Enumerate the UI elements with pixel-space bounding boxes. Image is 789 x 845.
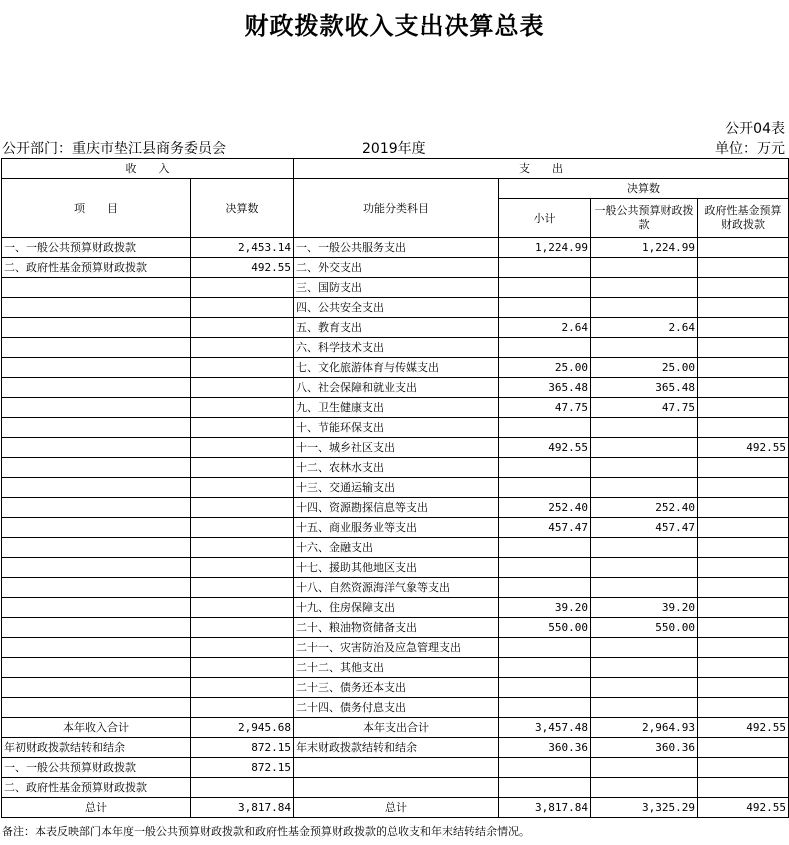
gov-fund-cell bbox=[698, 538, 789, 558]
table-row bbox=[2, 518, 789, 538]
income-amount-cell bbox=[191, 558, 294, 578]
subtotal-cell bbox=[499, 578, 591, 598]
gov-fund-cell bbox=[698, 418, 789, 438]
subtotal-cell bbox=[499, 478, 591, 498]
expense-header: 支 出 bbox=[294, 159, 789, 179]
gov-fund-cell bbox=[698, 498, 789, 518]
table-row bbox=[2, 338, 789, 358]
table-row bbox=[2, 238, 789, 258]
table-row bbox=[2, 318, 789, 338]
income-amount-cell: 872.15 bbox=[191, 738, 294, 758]
subtotal-cell bbox=[499, 418, 591, 438]
header-row-2 bbox=[2, 179, 789, 199]
footnote: 备注：本表反映部门本年度一般公共预算财政拨款和政府性基金预算财政拨款的总收支和年末结转结余情况。 bbox=[2, 825, 530, 838]
income-amount-cell bbox=[191, 658, 294, 678]
subtotal-cell bbox=[499, 558, 591, 578]
income-item-cell bbox=[2, 598, 191, 618]
gov-fund-cell bbox=[698, 658, 789, 678]
gov-fund-cell bbox=[698, 758, 789, 778]
income-item-cell: 一、一般公共预算财政拨款 bbox=[2, 758, 191, 778]
func-subject-header: 功能分类科目 bbox=[294, 179, 499, 238]
income-amount-cell bbox=[191, 338, 294, 358]
subtotal-cell: 550.00 bbox=[499, 618, 591, 638]
carry-row bbox=[2, 738, 789, 758]
income-item-cell bbox=[2, 538, 191, 558]
general-budget-cell bbox=[591, 658, 698, 678]
subtotal-cell bbox=[499, 698, 591, 718]
income-amount-cell bbox=[191, 418, 294, 438]
general-budget-cell bbox=[591, 278, 698, 298]
expense-item-cell: 三、国防支出 bbox=[294, 278, 499, 298]
general-budget-cell bbox=[591, 678, 698, 698]
income-item-cell bbox=[2, 618, 191, 638]
income-amount-cell bbox=[191, 698, 294, 718]
gov-fund-cell bbox=[698, 578, 789, 598]
income-item-cell bbox=[2, 278, 191, 298]
table-row bbox=[2, 418, 789, 438]
table-row bbox=[2, 498, 789, 518]
gov-fund-cell bbox=[698, 618, 789, 638]
subtotal-cell: 39.20 bbox=[499, 598, 591, 618]
expense-item-cell: 十、节能环保支出 bbox=[294, 418, 499, 438]
gov-fund-header: 政府性基金预算财政拨款 bbox=[698, 199, 789, 238]
general-budget-cell bbox=[591, 698, 698, 718]
general-budget-cell bbox=[591, 338, 698, 358]
table-row bbox=[2, 378, 789, 398]
carry-row bbox=[2, 778, 789, 798]
income-amount-cell bbox=[191, 778, 294, 798]
income-item-cell bbox=[2, 518, 191, 538]
income-item-cell: 二、政府性基金预算财政拨款 bbox=[2, 258, 191, 278]
income-item-cell bbox=[2, 318, 191, 338]
general-budget-cell bbox=[591, 438, 698, 458]
subtotal-cell: 1,224.99 bbox=[499, 238, 591, 258]
general-budget-cell: 360.36 bbox=[591, 738, 698, 758]
subtotal-cell: 360.36 bbox=[499, 738, 591, 758]
expense-item-cell: 二十三、债务还本支出 bbox=[294, 678, 499, 698]
gov-fund-cell bbox=[698, 358, 789, 378]
general-budget-header: 一般公共预算财政拨款 bbox=[591, 199, 698, 238]
gov-fund-cell bbox=[698, 778, 789, 798]
expense-item-cell: 一、一般公共服务支出 bbox=[294, 238, 499, 258]
general-budget-cell: 47.75 bbox=[591, 398, 698, 418]
table-row bbox=[2, 298, 789, 318]
income-amount-cell bbox=[191, 518, 294, 538]
grand-expense-label: 总计 bbox=[294, 798, 499, 818]
expense-item-cell: 二十四、债务付息支出 bbox=[294, 698, 499, 718]
table-row bbox=[2, 558, 789, 578]
expense-item-cell: 五、教育支出 bbox=[294, 318, 499, 338]
grand-expense-subtotal: 3,817.84 bbox=[499, 798, 591, 818]
grand-total-row bbox=[2, 798, 789, 818]
income-item-cell: 年初财政拨款结转和结余 bbox=[2, 738, 191, 758]
general-budget-cell bbox=[591, 778, 698, 798]
income-amount-cell bbox=[191, 398, 294, 418]
gov-fund-cell bbox=[698, 698, 789, 718]
table-row bbox=[2, 278, 789, 298]
final-header: 决算数 bbox=[499, 179, 789, 199]
general-budget-cell bbox=[591, 298, 698, 318]
subtotal-cell bbox=[499, 338, 591, 358]
gov-fund-cell bbox=[698, 458, 789, 478]
expense-item-cell: 二、外交支出 bbox=[294, 258, 499, 278]
header-row-1 bbox=[2, 159, 789, 179]
gov-fund-cell bbox=[698, 638, 789, 658]
general-budget-cell: 252.40 bbox=[591, 498, 698, 518]
expense-item-cell: 十九、住房保障支出 bbox=[294, 598, 499, 618]
table-row bbox=[2, 578, 789, 598]
table-row bbox=[2, 398, 789, 418]
income-amount-cell: 2,453.14 bbox=[191, 238, 294, 258]
item-header: 项 目 bbox=[2, 179, 191, 238]
subtotal-cell bbox=[499, 538, 591, 558]
subtotal-cell: 365.48 bbox=[499, 378, 591, 398]
table-row bbox=[2, 638, 789, 658]
income-item-cell bbox=[2, 498, 191, 518]
gov-fund-cell bbox=[698, 518, 789, 538]
table-row bbox=[2, 658, 789, 678]
income-item-cell bbox=[2, 638, 191, 658]
table-row bbox=[2, 598, 789, 618]
subtotal-cell bbox=[499, 778, 591, 798]
income-amount-cell: 492.55 bbox=[191, 258, 294, 278]
grand-income-label: 总计 bbox=[2, 798, 191, 818]
year-income-total-label: 本年收入合计 bbox=[2, 718, 191, 738]
expense-item-cell: 二十二、其他支出 bbox=[294, 658, 499, 678]
income-amount-cell bbox=[191, 438, 294, 458]
general-budget-cell bbox=[591, 638, 698, 658]
expense-item-cell: 六、科学技术支出 bbox=[294, 338, 499, 358]
income-item-cell bbox=[2, 558, 191, 578]
income-item-cell bbox=[2, 658, 191, 678]
expense-item-cell bbox=[294, 758, 499, 778]
income-amount-cell bbox=[191, 458, 294, 478]
income-item-cell bbox=[2, 338, 191, 358]
income-item-cell bbox=[2, 438, 191, 458]
expense-item-cell: 十四、资源勘探信息等支出 bbox=[294, 498, 499, 518]
year-expense-subtotal: 3,457.48 bbox=[499, 718, 591, 738]
income-item-cell: 一、一般公共预算财政拨款 bbox=[2, 238, 191, 258]
year-label: 2019年度 bbox=[362, 141, 426, 157]
expense-item-cell: 八、社会保障和就业支出 bbox=[294, 378, 499, 398]
subtotal-cell: 2.64 bbox=[499, 318, 591, 338]
income-amount-cell: 872.15 bbox=[191, 758, 294, 778]
expense-item-cell: 九、卫生健康支出 bbox=[294, 398, 499, 418]
general-budget-cell: 1,224.99 bbox=[591, 238, 698, 258]
expense-item-cell bbox=[294, 778, 499, 798]
amount-header: 决算数 bbox=[191, 179, 294, 238]
gov-fund-cell bbox=[698, 338, 789, 358]
year-expense-general: 2,964.93 bbox=[591, 718, 698, 738]
income-amount-cell bbox=[191, 498, 294, 518]
form-number: 公开04表 bbox=[725, 121, 785, 137]
expense-item-cell: 七、文化旅游体育与传媒支出 bbox=[294, 358, 499, 378]
table-row bbox=[2, 458, 789, 478]
grand-expense-general: 3,325.29 bbox=[591, 798, 698, 818]
table-row bbox=[2, 358, 789, 378]
general-budget-cell bbox=[591, 538, 698, 558]
income-item-cell bbox=[2, 698, 191, 718]
income-amount-cell bbox=[191, 478, 294, 498]
gov-fund-cell bbox=[698, 318, 789, 338]
gov-fund-cell bbox=[698, 278, 789, 298]
general-budget-cell: 39.20 bbox=[591, 598, 698, 618]
general-budget-cell: 2.64 bbox=[591, 318, 698, 338]
subtotal-cell bbox=[499, 758, 591, 778]
subtotal-cell: 492.55 bbox=[499, 438, 591, 458]
subtotal-cell bbox=[499, 678, 591, 698]
income-item-cell bbox=[2, 298, 191, 318]
income-item-cell bbox=[2, 478, 191, 498]
income-item-cell bbox=[2, 578, 191, 598]
expense-item-cell: 年末财政拨款结转和结余 bbox=[294, 738, 499, 758]
gov-fund-cell: 492.55 bbox=[698, 438, 789, 458]
income-amount-cell bbox=[191, 298, 294, 318]
income-item-cell bbox=[2, 378, 191, 398]
expense-item-cell: 十一、城乡社区支出 bbox=[294, 438, 499, 458]
carry-row bbox=[2, 758, 789, 778]
year-income-total-amount: 2,945.68 bbox=[191, 718, 294, 738]
income-amount-cell bbox=[191, 538, 294, 558]
income-amount-cell bbox=[191, 598, 294, 618]
year-total-row bbox=[2, 718, 789, 738]
page-title: 财政拨款收入支出决算总表 bbox=[244, 12, 545, 40]
gov-fund-cell bbox=[698, 558, 789, 578]
subtotal-cell: 47.75 bbox=[499, 398, 591, 418]
income-item-cell bbox=[2, 398, 191, 418]
general-budget-cell: 457.47 bbox=[591, 518, 698, 538]
gov-fund-cell bbox=[698, 598, 789, 618]
table-row bbox=[2, 678, 789, 698]
department-label: 公开部门：重庆市垫江县商务委员会 bbox=[2, 141, 226, 157]
income-header: 收 入 bbox=[2, 159, 294, 179]
income-amount-cell bbox=[191, 278, 294, 298]
expense-item-cell: 十七、援助其他地区支出 bbox=[294, 558, 499, 578]
expense-item-cell: 十五、商业服务业等支出 bbox=[294, 518, 499, 538]
subtotal-cell bbox=[499, 458, 591, 478]
gov-fund-cell bbox=[698, 298, 789, 318]
table-row bbox=[2, 538, 789, 558]
income-amount-cell bbox=[191, 618, 294, 638]
gov-fund-cell bbox=[698, 378, 789, 398]
income-amount-cell bbox=[191, 638, 294, 658]
gov-fund-cell bbox=[698, 678, 789, 698]
subtotal-cell bbox=[499, 278, 591, 298]
grand-income-amount: 3,817.84 bbox=[191, 798, 294, 818]
expense-item-cell: 十二、农林水支出 bbox=[294, 458, 499, 478]
general-budget-cell bbox=[591, 478, 698, 498]
grand-expense-fund: 492.55 bbox=[698, 798, 789, 818]
subtotal-cell: 25.00 bbox=[499, 358, 591, 378]
gov-fund-cell bbox=[698, 398, 789, 418]
income-amount-cell bbox=[191, 678, 294, 698]
table-row bbox=[2, 258, 789, 278]
gov-fund-cell bbox=[698, 738, 789, 758]
expense-item-cell: 二十、粮油物资储备支出 bbox=[294, 618, 499, 638]
unit-label: 单位：万元 bbox=[715, 141, 785, 157]
general-budget-cell: 25.00 bbox=[591, 358, 698, 378]
income-item-cell bbox=[2, 418, 191, 438]
income-amount-cell bbox=[191, 358, 294, 378]
expense-item-cell: 十六、金融支出 bbox=[294, 538, 499, 558]
expense-item-cell: 十八、自然资源海洋气象等支出 bbox=[294, 578, 499, 598]
general-budget-cell bbox=[591, 758, 698, 778]
general-budget-cell bbox=[591, 418, 698, 438]
income-item-cell: 二、政府性基金预算财政拨款 bbox=[2, 778, 191, 798]
income-amount-cell bbox=[191, 578, 294, 598]
budget-table bbox=[1, 158, 789, 818]
table-row bbox=[2, 618, 789, 638]
income-amount-cell bbox=[191, 318, 294, 338]
income-item-cell bbox=[2, 678, 191, 698]
year-expense-total-label: 本年支出合计 bbox=[294, 718, 499, 738]
expense-item-cell: 二十一、灾害防治及应急管理支出 bbox=[294, 638, 499, 658]
table-row bbox=[2, 478, 789, 498]
gov-fund-cell bbox=[698, 258, 789, 278]
income-item-cell bbox=[2, 458, 191, 478]
general-budget-cell: 550.00 bbox=[591, 618, 698, 638]
subtotal-cell bbox=[499, 258, 591, 278]
general-budget-cell bbox=[591, 258, 698, 278]
subtotal-cell bbox=[499, 298, 591, 318]
income-item-cell bbox=[2, 358, 191, 378]
gov-fund-cell bbox=[698, 238, 789, 258]
expense-item-cell: 十三、交通运输支出 bbox=[294, 478, 499, 498]
general-budget-cell bbox=[591, 458, 698, 478]
table-row bbox=[2, 698, 789, 718]
subtotal-cell bbox=[499, 638, 591, 658]
subtotal-header: 小计 bbox=[499, 199, 591, 238]
subtotal-cell bbox=[499, 658, 591, 678]
year-expense-fund: 492.55 bbox=[698, 718, 789, 738]
table-row bbox=[2, 438, 789, 458]
general-budget-cell: 365.48 bbox=[591, 378, 698, 398]
subtotal-cell: 252.40 bbox=[499, 498, 591, 518]
expense-item-cell: 四、公共安全支出 bbox=[294, 298, 499, 318]
income-amount-cell bbox=[191, 378, 294, 398]
general-budget-cell bbox=[591, 578, 698, 598]
subtotal-cell: 457.47 bbox=[499, 518, 591, 538]
general-budget-cell bbox=[591, 558, 698, 578]
gov-fund-cell bbox=[698, 478, 789, 498]
